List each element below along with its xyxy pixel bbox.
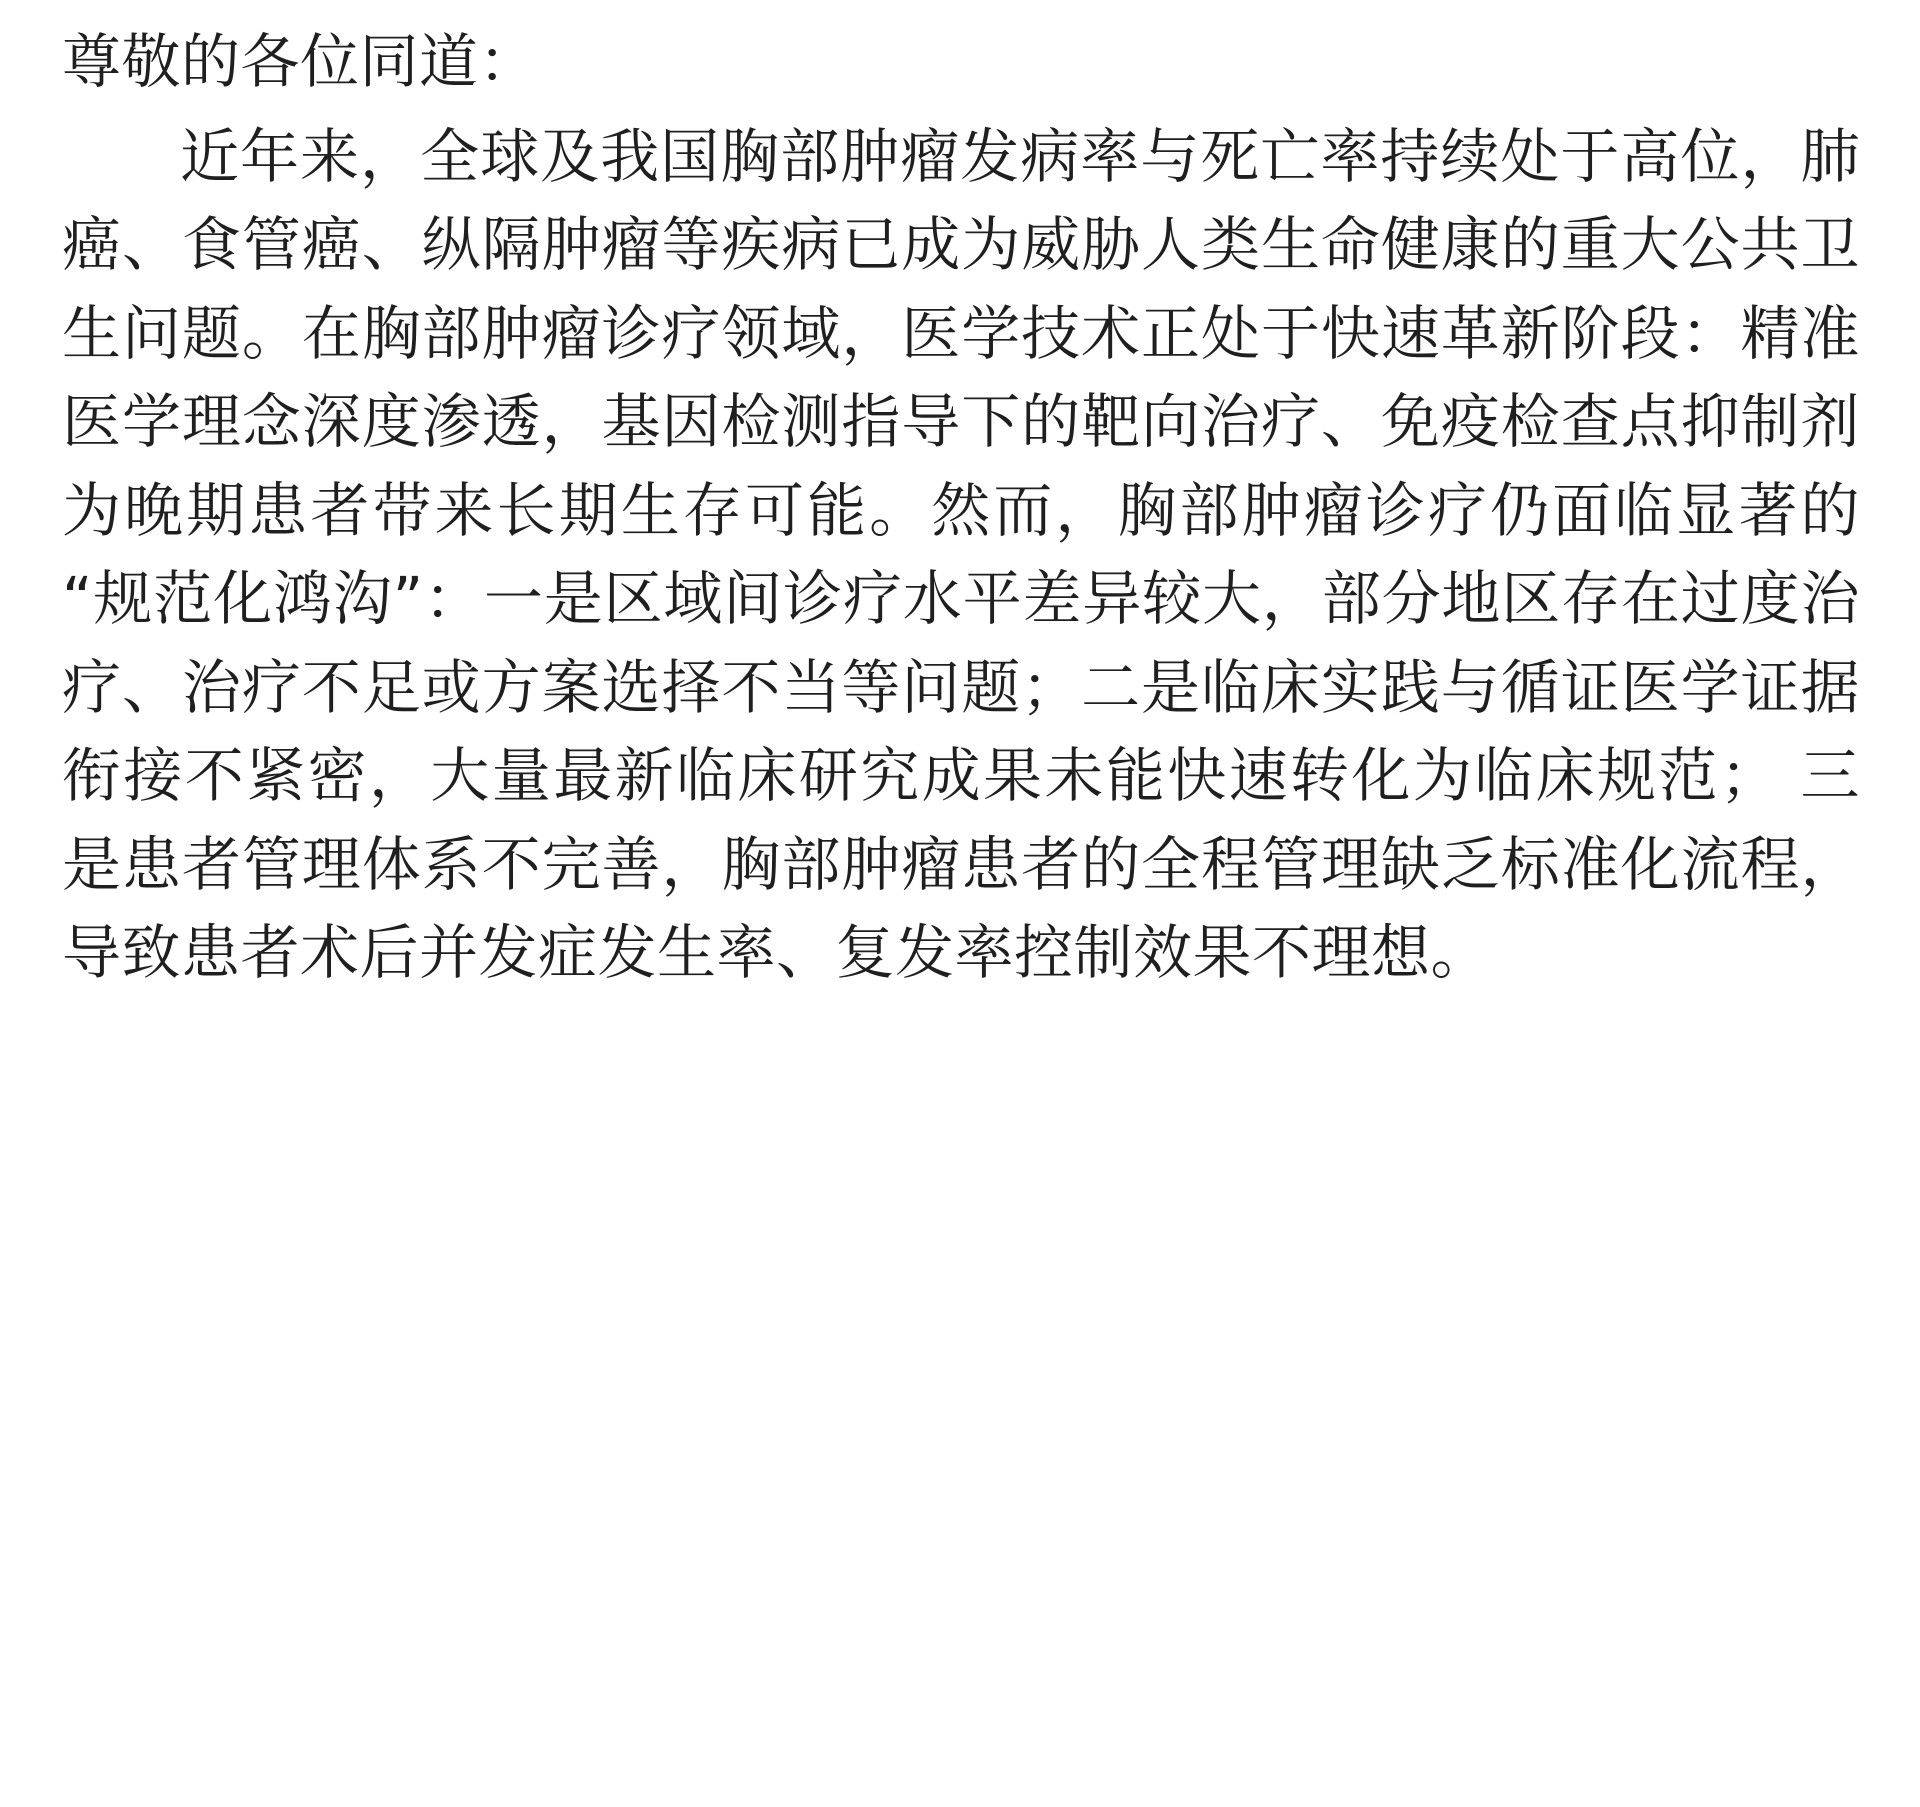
salutation-line: 尊敬的各位同道：: [62, 27, 539, 96]
document-body: [62, 18, 1860, 998]
body-paragraph-1: 近年来，全球及我国胸部肿瘤发病率与死亡率持续处于高位，肺癌、食管癌、纵隔肿瘤等疾病已成为威胁人类生命健康的重大公共卫生问题。在胸部肿瘤诊疗领域，医学技术正处于快速革新阶段：精准医学理念深度渗透，基因检测指导下的靶向治疗、免疫检查点抑制剂为晚期患者带来长期生存可能。然而，胸部肿瘤诊疗仍面临显著的“规范化鸿沟”：一是区域间诊疗水平差异较大，部分地区存在过度治疗、治疗不足或方案选择不当等问题；二是临床实践与循证医学证据衔接不紧密，大量最新临床研究成果未能快速转化为临床规范； 三是患者管理体系不完善，胸部肿瘤患者的全程管理缺乏标准化流程，导致患者术后并发症发生率、复发率控制效果不理想。: [62, 121, 1860, 987]
